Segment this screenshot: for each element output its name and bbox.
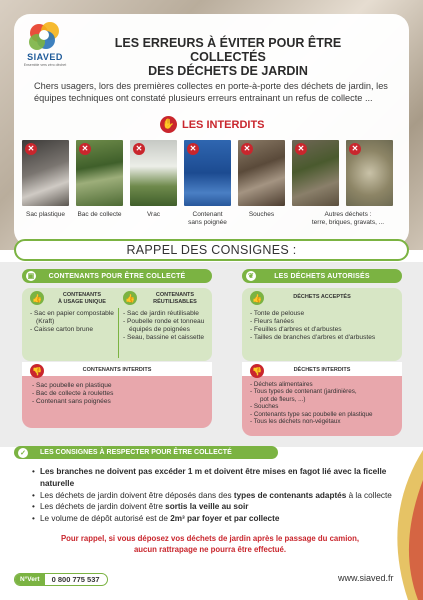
dechets-interdits-box (242, 362, 402, 436)
cross-icon: ✕ (295, 143, 307, 155)
rappel-banner: RAPPEL DES CONSIGNES : (14, 239, 409, 261)
contenants-interdits-box (22, 362, 212, 428)
contenants-interdits-head: CONTENANTS INTERDITS (82, 367, 152, 373)
reutilisables-list: - Sac de jardin réutilisable - Poubelle ronde et tonneau équipés de poignées - Seau, bassine et caissette (123, 310, 205, 341)
warning-text: Pour rappel, si vous déposez vos déchets de jardin après le passage du camion, aucun rattrapage ne pourra être effectué. (60, 534, 360, 554)
cross-icon: ✕ (241, 143, 253, 155)
dechets-interdits-list: - Déchets alimentaires - Tous types de contenant (jardinières, pot de fleurs, ...) - Souches - Contenants type sac poubelle en plastique - Tous les déchets non-végétaux (250, 381, 373, 426)
rule-branches: • Les branches ne doivent pas excéder 1 m et doivent être mises en fagot lié avec la ficelle naturelle (32, 466, 402, 490)
dechets-acceptes-box (242, 288, 402, 361)
consignes-rules (32, 466, 402, 525)
website-link[interactable]: www.siaved.fr (338, 573, 394, 583)
dechets-header: ❦ LES DÉCHETS AUTORISÉS (242, 269, 402, 283)
cross-icon: ✕ (349, 143, 361, 155)
photo-bac-collecte: ✕ Bac de collecte (76, 140, 123, 219)
thumbs-up-icon: 👍 (250, 291, 264, 305)
photo-souches: ✕ Souches (238, 140, 285, 219)
dechets-acceptes-list: - Tonte de pelouse - Fleurs fanées - Feuilles d'arbres et d'arbustes - Tailles de branches d'arbres et d'arbustes (250, 310, 376, 341)
reutilisables-head: CONTENANTS RÉUTILISABLES (153, 292, 197, 305)
container-icon: ▣ (27, 273, 35, 280)
phone-number[interactable]: 0 800 775 537 (51, 575, 100, 584)
numero-vert[interactable] (14, 573, 108, 586)
stop-hand-icon: ✋ (160, 116, 177, 133)
contenants-accepted-box (22, 288, 212, 361)
intro-text: Chers usagers, lors des premières collectes en porte-à-porte des déchets de jardin, les équipes techniques ont constaté plusieurs erreurs entrainant un refus de collecte ... (34, 81, 388, 103)
thumbs-down-icon: 👎 (30, 364, 44, 378)
photo-contenant-sans-poignee: ✕ Contenant sans poignée (184, 140, 231, 226)
photo-autres-dechets (292, 140, 339, 206)
checklist-icon: ✓ (18, 448, 28, 458)
cross-icon: ✕ (25, 143, 37, 155)
usage-unique-list: - Sac en papier compostable (Kraft) - Caisse carton brune (30, 310, 114, 333)
rule-veille: • Les déchets de jardin doivent être sortis la veille au soir (32, 501, 402, 513)
dechets-acceptes-head: DÉCHETS ACCEPTÉS (293, 294, 351, 300)
cross-icon: ✕ (79, 143, 91, 155)
photo-vrac: ✕ Vrac (130, 140, 177, 219)
logo-name: SIAVED (27, 52, 63, 62)
photo-sac-plastique: ✕ Sac plastique (22, 140, 69, 219)
dechets-interdits-head: DÉCHETS INTERDITS (293, 367, 351, 373)
nvert-label: N°Vert (15, 573, 45, 586)
cross-icon: ✕ (187, 143, 199, 155)
logo-subtitle: Ensemble vers zéro déchet (23, 63, 67, 67)
cross-icon: ✕ (133, 143, 145, 155)
rule-contenants: • Les déchets de jardin doivent être déposés dans des types de contenants adaptés à la collecte (32, 490, 402, 502)
contenants-interdits-list: - Sac poubelle en plastique - Bac de collecte à roulettes - Contenant sans poignées (32, 382, 114, 405)
page-title: LES ERREURS À ÉVITER POUR ÊTRE COLLECTÉS DES DÉCHETS DE JARDIN (114, 36, 342, 78)
thumbs-down-icon: 👎 (250, 364, 264, 378)
thumbs-up-icon: 👍 (123, 291, 137, 305)
rule-volume: • Le volume de dépôt autorisé est de 2m³ par foyer et par collecte (32, 513, 402, 525)
caption-autres-dechets: Autres déchets : terre, briques, gravats, ... (311, 211, 385, 226)
leaf-icon: ❦ (247, 273, 255, 280)
interdits-photos (22, 140, 402, 240)
thumbs-up-icon: 👍 (30, 291, 44, 305)
interdits-heading: ✋ LES INTERDITS (160, 116, 265, 133)
consignes-header: ✓ LES CONSIGNES À RESPECTER POUR ÊTRE COLLECTÉ (14, 446, 278, 459)
contenants-header: ▣ CONTENANTS POUR ÊTRE COLLECTÉ (22, 269, 212, 283)
usage-unique-head: CONTENANTS À USAGE UNIQUE (58, 292, 106, 305)
photo-autres-dechets-2 (346, 140, 393, 206)
